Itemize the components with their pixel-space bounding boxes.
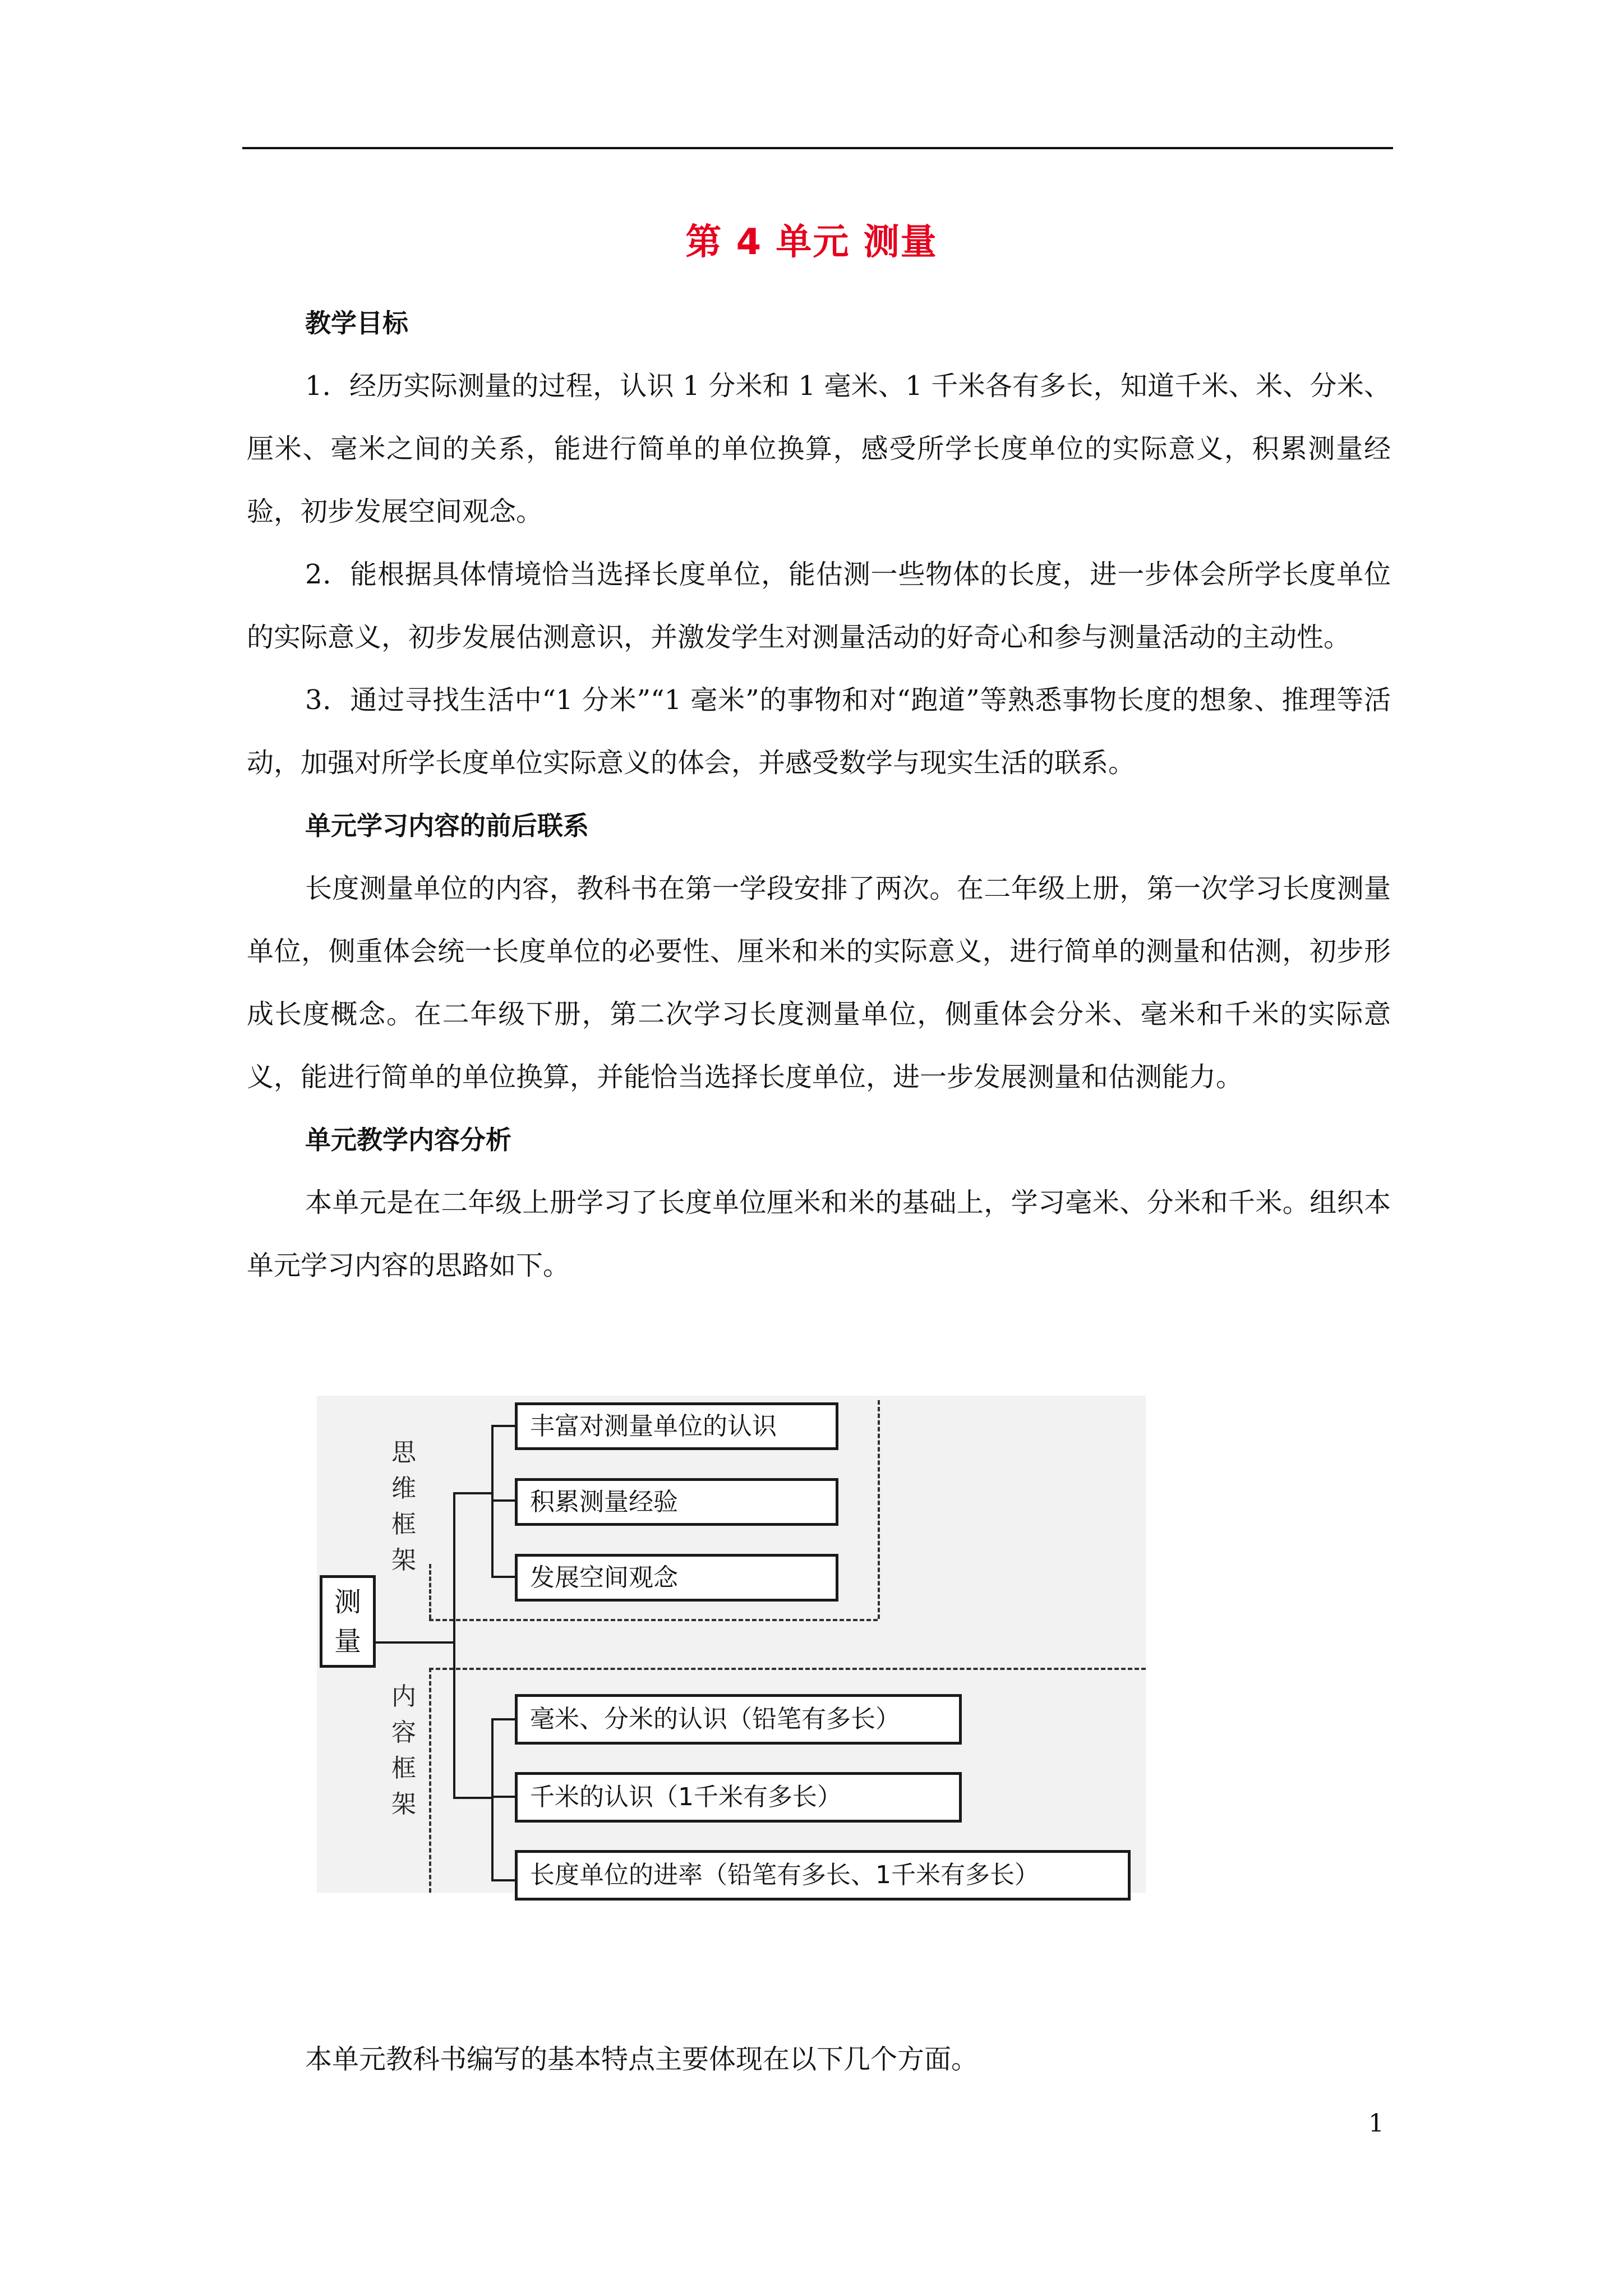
thinking-box-right-edge: [878, 1400, 880, 1619]
objective-2: 2．能根据具体情境恰当选择长度单位，能估测一些物体的长度，进一步体会所学长度单位的实际意义，初步发展估测意识，并激发学生对测量活动的好奇心和参与测量活动的主动性。: [247, 559, 1391, 653]
analysis-heading: 单元教学内容分析: [305, 1125, 511, 1155]
root-node: [320, 1575, 376, 1668]
relation-paragraph: 长度测量单位的内容，教科书在第一学段安排了两次。在二年级上册，第一次学习长度测量单位，侧重体会统一长度单位的必要性、厘米和米的实际意义，进行简单的测量和估测，初步形成长度概念。在二年级下册，第二次学习长度测量单位，侧重体会分米、毫米和千米的实际意义，能进行简单的单位换算，并能恰当选择长度单位，进一步发展测量和估测能力。: [247, 873, 1391, 1093]
tick-3: [491, 1576, 515, 1578]
content-item-2: 千米的认识（1千米有多长）: [515, 1772, 962, 1823]
root-char-2: 量: [334, 1625, 361, 1657]
thinking-box-bottom-edge: [429, 1619, 878, 1621]
thinking-item-1: 丰富对测量单位的认识: [515, 1402, 838, 1450]
objective-3: 3．通过寻找生活中“1 分米”“1 毫米”的事物和对“跑道”等熟悉事物长度的想象、推理等活动，加强对所学长度单位实际意义的体会，并感受数学与现实生活的联系。: [247, 684, 1391, 779]
content-framework-label: 内 容 框 架: [391, 1682, 416, 1819]
thinking-branch: [453, 1492, 492, 1494]
relation-heading: 单元学习内容的前后联系: [305, 811, 589, 841]
content-branch: [453, 1797, 492, 1799]
objective-1: 1．经历实际测量的过程，认识 1 分米和 1 毫米、1 千米各有多长，知道千米、米、分米、厘米、毫米之间的关系，能进行简单的单位换算，感受所学长度单位的实际意义，积累测量经验，初步发展空间观念。: [247, 370, 1391, 527]
thinking-framework-label: 思 维 框 架: [391, 1438, 416, 1575]
tick-4: [491, 1718, 515, 1720]
unit-structure-diagram: [317, 1396, 1146, 1893]
content-item-3: 长度单位的进率（铅笔有多长、1千米有多长）: [515, 1850, 1131, 1901]
page-number: 1: [1368, 2109, 1384, 2138]
content-box-top-edge: [429, 1668, 1146, 1670]
thinking-item-3: 发展空间观念: [515, 1554, 838, 1602]
content-spine: [491, 1718, 494, 1881]
header-rule: [242, 147, 1393, 149]
content-box-left-edge: [429, 1668, 431, 1893]
thinking-item-2: 积累测量经验: [515, 1478, 838, 1526]
tick-5: [491, 1796, 515, 1798]
tick-2: [491, 1499, 515, 1502]
body-top: [247, 292, 1391, 1297]
root-connector: [376, 1641, 454, 1644]
root-char-1: 测: [334, 1586, 361, 1618]
body-bottom: [247, 2028, 1391, 2091]
thinking-box-left-edge: [429, 1564, 431, 1619]
content-item-1: 毫米、分米的认识（铅笔有多长）: [515, 1694, 962, 1745]
tick-1: [491, 1425, 515, 1427]
closing-paragraph: 本单元教科书编写的基本特点主要体现在以下几个方面。: [305, 2044, 979, 2075]
trunk-connector: [453, 1492, 455, 1798]
page-title: 第 4 单元 测量: [685, 222, 938, 263]
objectives-heading: 教学目标: [305, 308, 408, 338]
tick-6: [491, 1879, 515, 1881]
analysis-paragraph: 本单元是在二年级上册学习了长度单位厘米和米的基础上，学习毫米、分米和千米。组织本单元学习内容的思路如下。: [247, 1187, 1391, 1281]
